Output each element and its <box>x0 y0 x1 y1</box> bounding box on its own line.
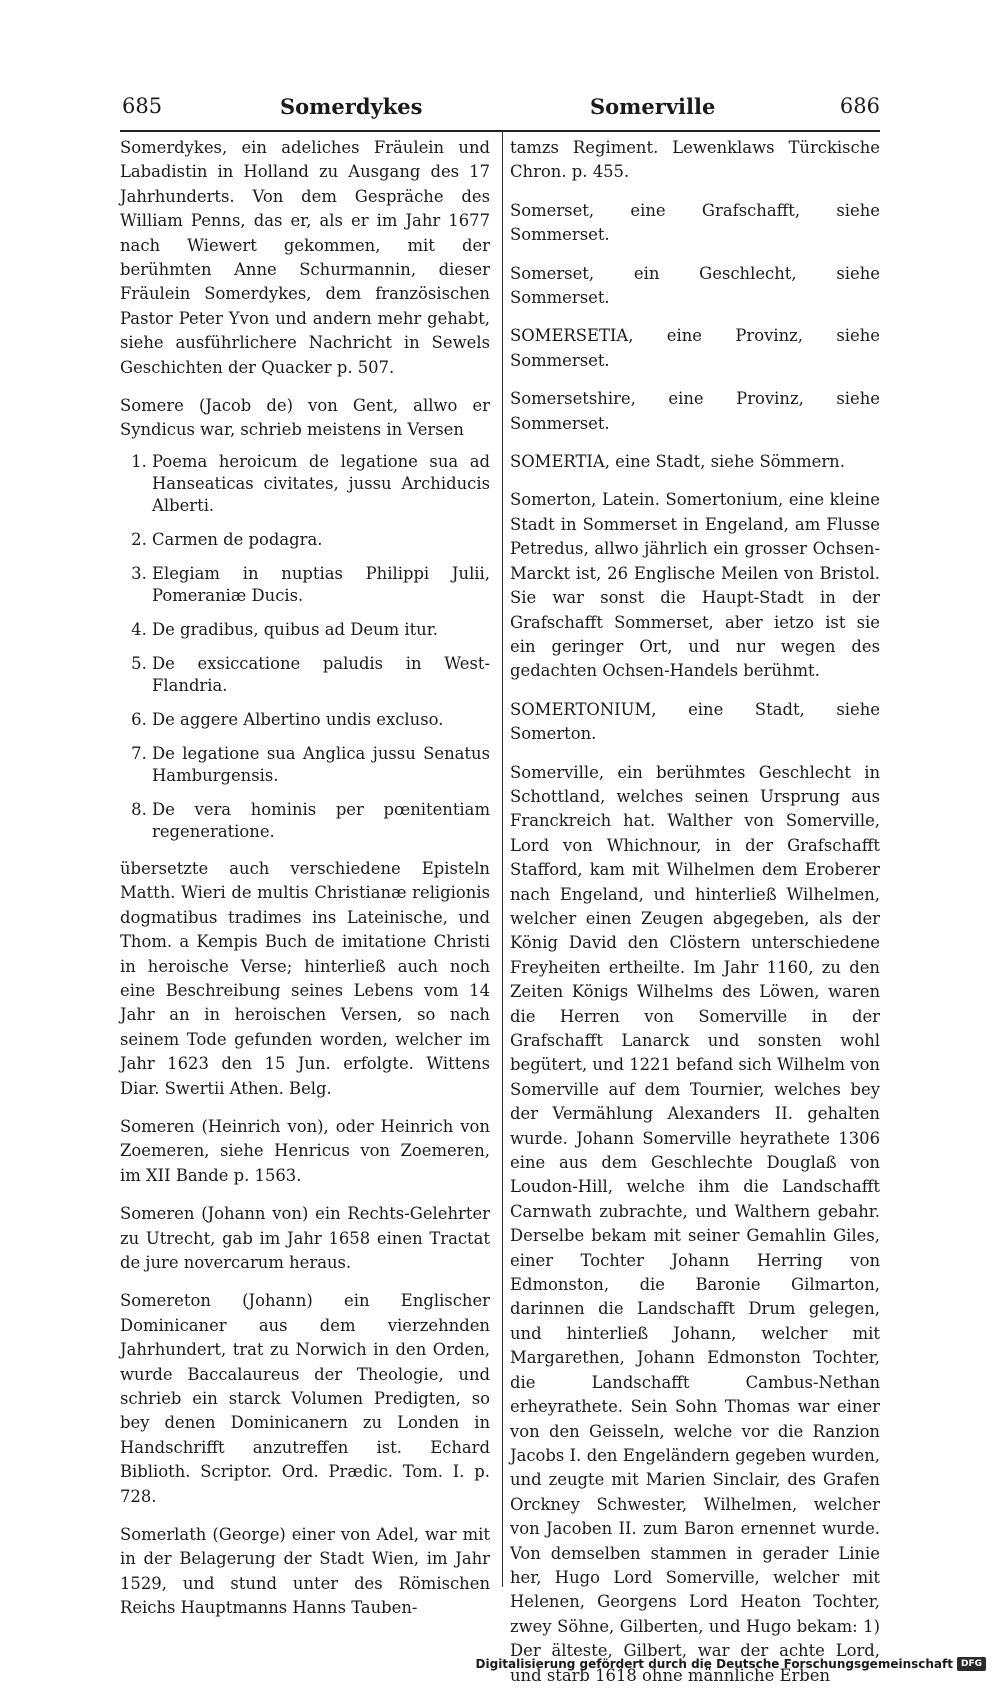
entry-somertia: SOMERTIA, eine Stadt, siehe Sömmern. <box>510 452 845 472</box>
running-title-right: Somerville <box>590 94 716 119</box>
entry-someren-johann: Someren (Johann von) ein Rechts-Gelehrter zu Utrecht, gab im Jahr 1658 einen Tractat de jure novercarum heraus. <box>120 1204 490 1272</box>
list-item: 2. Carmen de podagra. <box>152 529 490 551</box>
entry-somerville: Somerville, ein berühmtes Geschlecht in Schottland, welches seinen Ursprung aus Franckreich hat. Walther von Somerville, Lord von Whichnour, in der Grafschafft Stafford, kam mit Wilhelmen dem Eroberer nach Engeland, und hinterließ Wilhelmen, welcher einen Zeugen abgegeben, als der König David den Clöstern unterschiedene Freyheiten ertheilte. Im Jahr 1160, zu den Zeiten Königs Wilhelms des Löwen, waren die Herren von Somerville in der Grafschafft Lanarck und sonsten wohl begütert, und 1221 befand sich Wilhelm von Somerville auf dem Tournier, welches bey der Vermählung Alexanders II. gehalten wurde. Johann Somerville heyrathete 1306 eine aus dem Geschlechte Douglaß von Loudon-Hill, welche ihm die Landschafft Carnwath zubrachte, und Walthern gebahr. Derselbe bekam mit seiner Gemahlin Giles, einer Tochter Johann Herring von Edmonston, die Baronie Gilmarton, darinnen die Landschafft Drum gelegen, und hinterließ Johann, welcher mit Margarethen, Johann Edmonston Tochter, die Landschafft Cambus-Nethan erheyrathete. Sein Sohn Thomas war einer von den Geisseln, welche vor die Ranzion Jacobs I. den Engeländern gegeben wurden, und zeugte mit Marien Sinclair, des Grafen Orckney Schwester, Wilhelmen, welcher von Jacoben II. zum Baron ernennet wurde. Von demselben stammen in gerader Linie her, Hugo Lord Somerville, welcher mit Helenen, Georgens Lord Heaton Tochter, zwey Söhne, Gilberten, und Hugo bekam: 1) Der älteste, Gilbert, war der achte Lord, und starb 1618 ohne männliche Erben <box>510 762 880 1685</box>
list-item: 5. De exsiccatione paludis in West-Flandria. <box>152 653 490 697</box>
entry-somerdykes: Somerdykes, ein adeliches Fräulein und Labadistin in Holland zu Ausgang des 17 Jahrhunderts. Von dem Gespräche des William Penns, das er, als er im Jahr 1677 nach Wiewert gekommen, mit der berühmten Anne Schurmannin, dieser Fräulein Somerdykes, dem französischen Pastor Peter Yvon und andern mehr gehabt, siehe ausführlichere Nachricht in Sewels Geschichten der Quacker p. 507. <box>120 138 490 377</box>
entry-somerset-geschlecht: Somerset, ein Geschlecht, siehe Sommerset. <box>510 263 880 308</box>
running-title-left: Somerdykes <box>280 94 423 119</box>
entry-somerset-grafschafft: Somerset, eine Grafschafft, siehe Sommerset. <box>510 200 880 245</box>
entry-continuation: tamzs Regiment. Lewenklaws Türckische Chron. p. 455. <box>510 138 880 182</box>
list-item: 8. De vera hominis per pœnitentiam regeneratione. <box>152 799 490 843</box>
column-divider <box>502 132 503 1587</box>
list-item: 3. Elegiam in nuptias Philippi Julii, Pomeraniæ Ducis. <box>152 563 490 607</box>
list-item: 6. De aggere Albertino undis excluso. <box>152 709 490 731</box>
entry-somersetia: SOMERSETIA, eine Provinz, siehe Sommerset. <box>510 326 880 370</box>
running-header <box>120 86 880 126</box>
entry-somere: Somere (Jacob de) von Gent, allwo er Syndicus war, schrieb meistens in Versen <box>120 396 490 440</box>
entry-somerton: Somerton, Latein. Somertonium, eine kleine Stadt in Sommerset in Engeland, am Flusse Petredus, allwo jährlich ein grosser Ochsen-Marckt ist, 26 Englische Meilen von Bristol. Sie war sonst die Haupt-Stadt in der Grafschafft Sommerset, aber ietzo ist sie ein geringer Ort, und nur wegen des gedachten Ochsen-Handels berühmt. <box>510 490 880 681</box>
entry-someren-heinrich: Someren (Heinrich von), oder Heinrich von Zoemeren, siehe Henricus von Zoemeren, im XII Bande p. 1563. <box>120 1116 490 1185</box>
header-rule <box>120 130 880 132</box>
footer-credit <box>476 1657 986 1671</box>
entry-somere-continued: übersetzte auch verschiedene Episteln Matth. Wieri de multis Christianæ religionis dogmatibus tradimes ins Lateinische, und Thom. a Kempis Buch de imitatione Christi in heroische Verse; hinterließ auch noch eine Beschreibung seines Lebens vom 14 Jahr an in heroischen Versen, so nach seinem Tode gefunden worden, welcher im Jahr 1623 den 15 Jun. erfolgte. Wittens Diar. Swertii Athen. Belg. <box>120 858 490 1098</box>
list-item: 4. De gradibus, quibus ad Deum itur. <box>152 619 490 641</box>
works-list <box>120 451 490 843</box>
list-item: 1. Poema heroicum de legatione sua ad Hanseaticas civitates, jussu Archiducis Alberti. <box>152 451 490 517</box>
list-item: 7. De legatione sua Anglica jussu Senatus Hamburgensis. <box>152 743 490 787</box>
entry-somersetshire: Somersetshire, eine Provinz, siehe Sommerset. <box>510 389 880 433</box>
page-number-right: 686 <box>839 94 880 118</box>
dfg-logo: DFG <box>957 1657 986 1671</box>
entry-somerlath: Somerlath (George) einer von Adel, war mit in der Belagerung der Stadt Wien, im Jahr 1529, und stund unter des Römischen Reichs Hauptmanns Hanns Tauben- <box>120 1525 490 1618</box>
entry-somertonium: SOMERTONIUM, eine Stadt, siehe Somerton. <box>510 699 880 744</box>
page-number-left: 685 <box>122 94 163 118</box>
right-column <box>510 136 880 1702</box>
entry-somereton: Somereton (Johann) ein Englischer Dominicaner aus dem vierzehnden Jahrhundert, trat zu Norwich in den Orden, wurde Baccalaureus der Theologie, und schrieb ein starck Volumen Predigten, so bey denen Dominicanern zu Londen in Handschrifft anzutreffen ist. Echard Biblioth. Scriptor. Ord. Prædic. Tom. I. p. 728. <box>120 1291 490 1506</box>
footer-text: Digitalisierung gefördert durch die Deutsche Forschungsgemeinschaft <box>475 1657 953 1671</box>
left-column <box>120 136 490 1635</box>
